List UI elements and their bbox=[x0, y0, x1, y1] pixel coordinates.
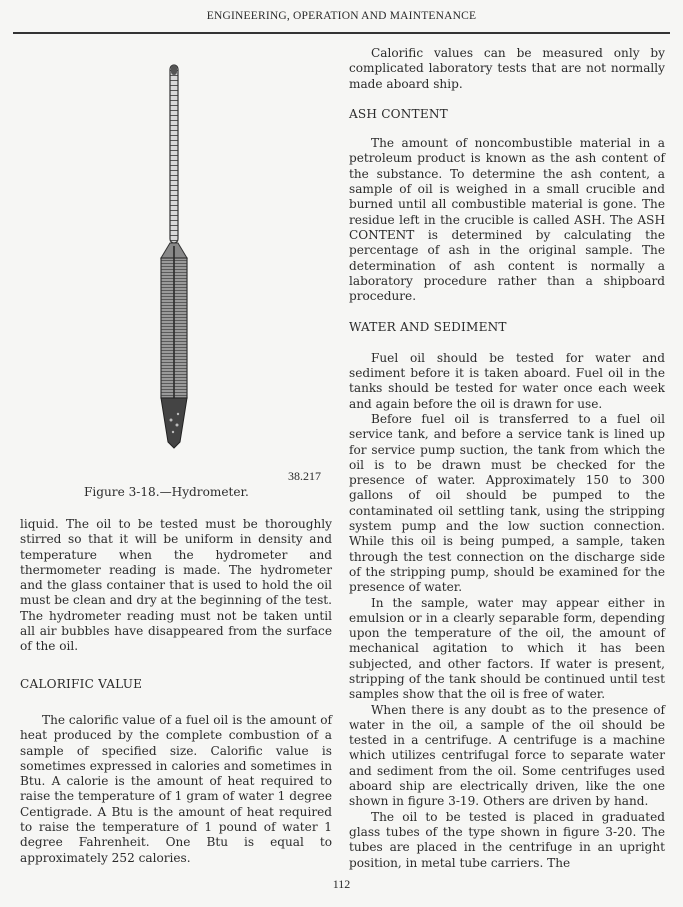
paragraph: Calorific values can be measured only by complicated laboratory tests that are not normally made aboard ship. bbox=[349, 46, 665, 91]
page-number: 112 bbox=[332, 877, 351, 891]
paragraph: The amount of noncombustible material in a petroleum product is known as the ash content of the substance. To determine the ash content, a sample of oil is weighed in a small crucible and burned until all combustible material is gone. The residue left in the crucible is called ASH. The ASH CONTENT is determined by calculating the percentage of ash in the original sample. The determination of ash content is normally a laboratory procedure rather than a shipboard procedure. bbox=[349, 136, 665, 304]
running-header: ENGINEERING, OPERATION AND MAINTENANCE bbox=[206, 10, 477, 22]
paragraph: The oil to be tested is placed in graduated glass tubes of the type shown in figure 3-20. The tubes are placed in the centrifuge in an upright position, in metal tube carriers. The bbox=[349, 809, 665, 870]
hydrometer-icon bbox=[20, 50, 332, 470]
paragraph: When there is any doubt as to the presence of water in the oil, a sample of the oil should be tested in a centrifuge. A centrifuge is a machine which utilizes centrifugal force to separate water and sediment from the oil. Some centrifuges used aboard ship are electrically driven, like the one shown in figure 3-19. Others are driven by hand. bbox=[349, 702, 665, 809]
section-heading-water-and-sediment: WATER AND SEDIMENT bbox=[349, 320, 507, 335]
paragraph: Fuel oil should be tested for water and sediment before it is taken aboard. Fuel oil in the tanks should be tested for water once each week and again before the oil is drawn for use. bbox=[349, 350, 665, 411]
left-column-calorific bbox=[20, 713, 332, 866]
paragraph: The calorific value of a fuel oil is the amount of heat produced by the complete combustion of a sample of specified size. Calorific value is sometimes expressed in calories and sometimes in Btu. A calorie is the amount of heat required to raise the temperature of 1 gram of water 1 degree Centigrade. A Btu is the amount of heat required to raise the temperature of 1 pound of water 1 degree Fahrenheit. One Btu is equal to approximately 252 calories. bbox=[20, 713, 332, 865]
figure-reference-number: 38.217 bbox=[288, 469, 321, 483]
paragraph: In the sample, water may appear either in emulsion or in a clearly separable form, depending upon the temperature of the oil, the amount of mechanical agitation to which it has been subjected, and other factors. If water is present, stripping of the tank should be continued until test samples show that the oil is free of water. bbox=[349, 595, 665, 702]
paragraph: Before fuel oil is transferred to a fuel oil service tank, and before a service tank is lined up for service pump suction, the tank from which the oil is to be drawn must be checked for the presence of water. Approximately 150 to 300 gallons of oil should be pumped to the contaminated oil settling tank, using the stripping system pump and the low suction connection. While this oil is being pumped, a sample, taken through the test connection on the discharge side of the stripping pump, should be examined for the presence of water. bbox=[349, 411, 665, 595]
right-column bbox=[349, 46, 665, 871]
figure-caption: Figure 3-18.—Hydrometer. bbox=[84, 485, 249, 499]
section-heading-calorific-value: CALORIFIC VALUE bbox=[20, 677, 143, 691]
left-column-continuation bbox=[20, 517, 332, 655]
figure-hydrometer bbox=[20, 50, 332, 470]
section-heading-ash-content: ASH CONTENT bbox=[349, 106, 448, 121]
header-rule bbox=[13, 32, 670, 34]
paragraph: liquid. The oil to be tested must be thoroughly stirred so that it will be uniform in density and temperature when the hydrometer and thermometer reading is made. The hydrometer and the glass container that is used to hold the oil must be clean and dry at the beginning of the test. The hydrometer reading must not be taken until all air bubbles have disappeared from the surface of the oil. bbox=[20, 517, 332, 654]
